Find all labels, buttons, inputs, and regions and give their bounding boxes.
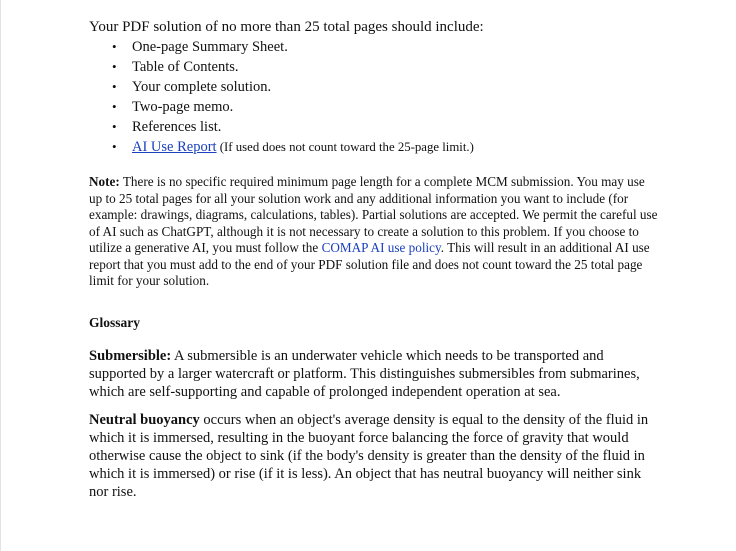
note-text-part-1: There is no specific required minimum page length for a complete MCM submission. You may use up to 25 total pages for all your solution work and any additional information you want to include (for example: drawings, diagrams, calculations, tables). Partial solutions are accepted. We permit the careful use of AI such as ChatGPT, although it is not necessary to create a solution to this problem. If you choose to utilize a generative AI, you must follow the [89,174,658,255]
comap-ai-policy-link[interactable]: COMAP AI use policy [321,240,441,255]
list-item-text: Two-page memo. [132,99,234,115]
list-item [89,37,659,57]
list-item [89,57,659,77]
list-item-text: One-page Summary Sheet. [132,39,288,55]
note-text-part-2: . This will result in an additional AI use report that you must add to the end of your PDF solution file and does not count toward the 25 total page limit for your solution. [89,240,650,288]
list-item-text: References list. [132,119,222,135]
bullet-icon: • [112,59,117,74]
list-item [89,97,659,117]
bullet-icon: • [112,99,117,114]
list-item-text: Table of Contents. [132,59,239,75]
bullet-icon: • [112,139,117,154]
ai-use-report-note: (If used does not count toward the 25-page limit.) [216,140,474,154]
list-item-text: Your complete solution. [132,79,272,95]
glossary-definition: occurs when an object's average density is equal to the density of the fluid in which it is immersed, resulting in the buoyant force balancing the force of gravity that would otherwise cause the object to sink (if the body's density is greater than the density of the fluid in which it is immersed) or rise (if it is less). An object that has neutral buoyancy will neither sink nor rise. [89,411,649,500]
glossary-entry-submersible [89,347,659,401]
glossary-term: Neutral buoyancy [89,411,200,428]
requirements-list [89,37,659,157]
ai-use-report-link[interactable]: AI Use Report [132,139,217,155]
list-item-ai-report [89,137,659,157]
glossary-definition: A submersible is an underwater vehicle which needs to be transported and supported by a larger watercraft or platform. This distinguishes submersibles from submarines, which are self-supporting and capable of prolonged independent operation at sea. [89,347,640,400]
list-item [89,77,659,97]
note-paragraph [89,174,659,290]
note-label: Note: [89,174,120,189]
document-content [89,18,659,501]
glossary-heading: Glossary [89,314,141,330]
bullet-icon: • [112,39,117,54]
bullet-icon: • [112,79,117,94]
bullet-icon: • [112,119,117,134]
glossary-term: Submersible: [89,347,172,364]
list-item [89,117,659,137]
glossary-entry-neutral-buoyancy [89,411,659,501]
requirements-intro: Your PDF solution of no more than 25 total pages should include: [89,19,484,35]
